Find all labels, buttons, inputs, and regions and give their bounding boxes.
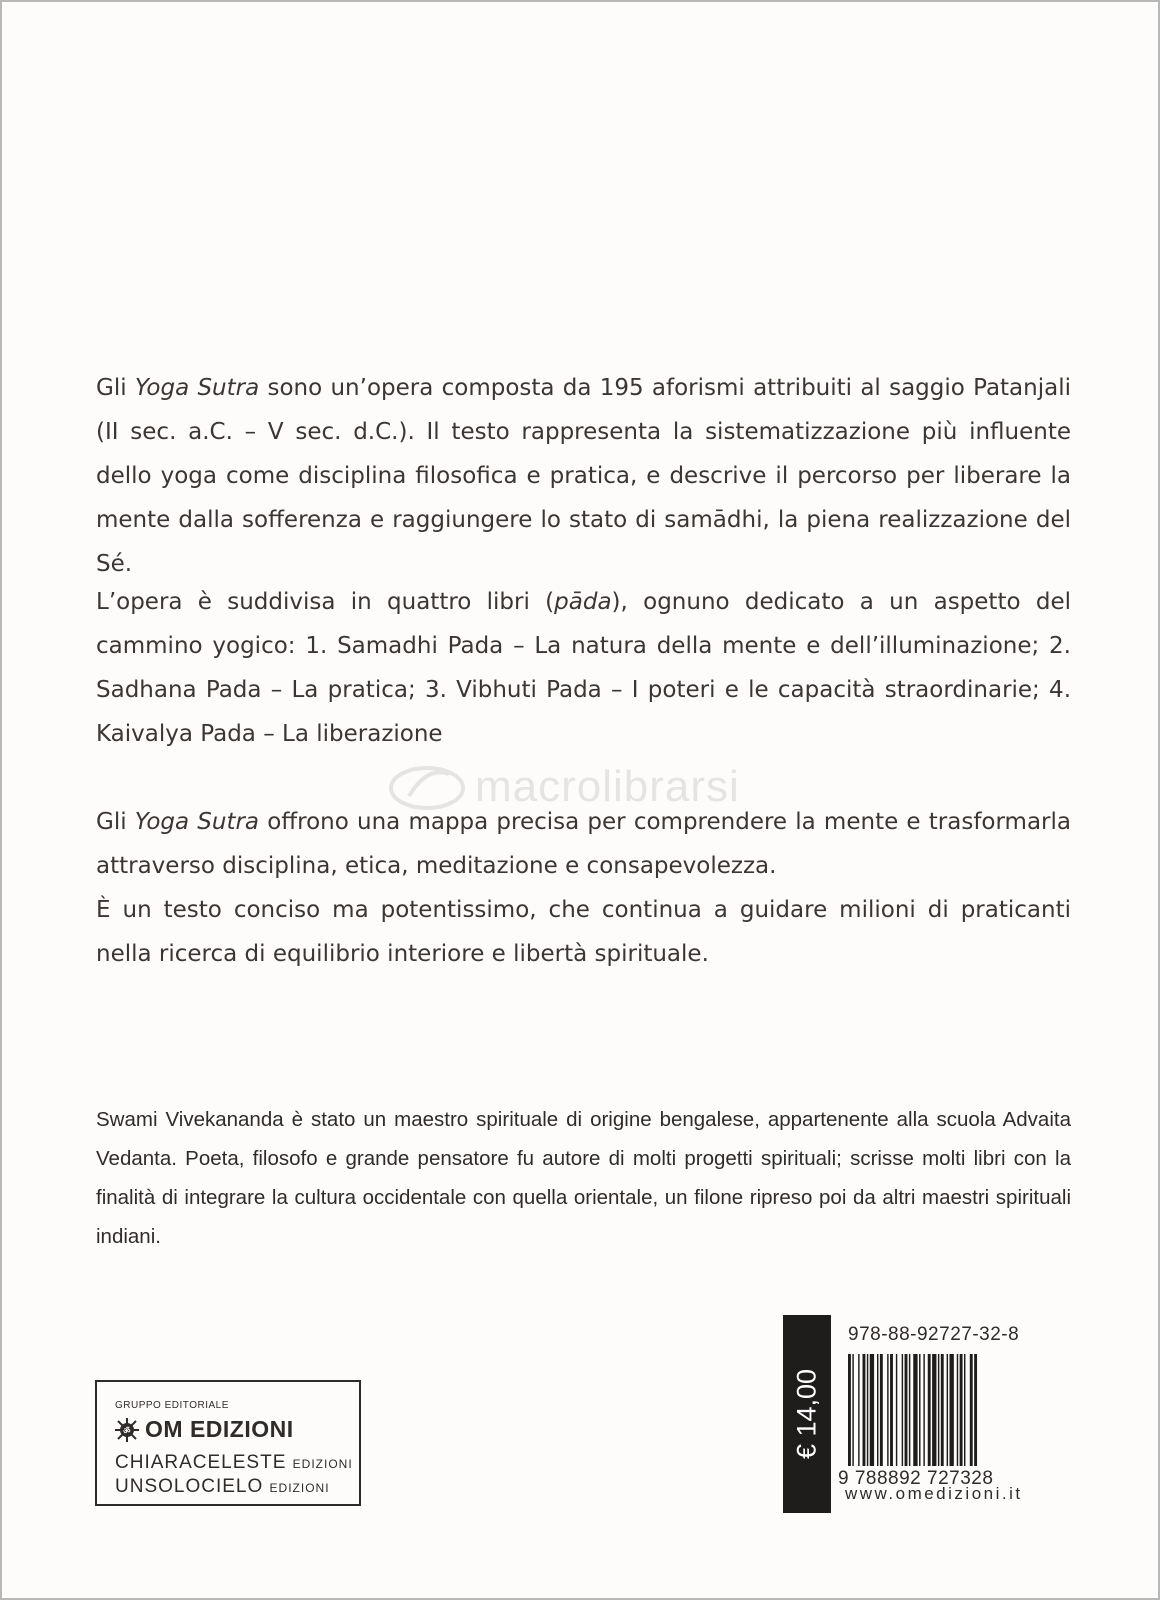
barcode-bar [950, 1354, 954, 1466]
barcode-bar [909, 1354, 910, 1466]
barcode-bar [957, 1354, 958, 1466]
publisher-name [115, 1416, 294, 1443]
publisher-group-label: GRUPPO EDITORIALE [115, 1400, 229, 1411]
text-run: sono un’opera composta da 195 aforismi attribuiti al saggio Patanjali (II sec. a.C. – V sec. d.C.). Il testo rappresenta la sistematizzazione più influente dello yoga come disciplina filosofica e pratica, e descrive il percorso per liberare la mente dalla sofferenza e raggiungere lo stato di samādhi, la piena realizzazione del Sé. [96, 375, 1071, 577]
price-strip [783, 1315, 831, 1513]
description-paragraph-3 [96, 800, 1071, 976]
barcode-bar [863, 1354, 866, 1466]
price-label: € 14,00 [791, 1368, 822, 1460]
barcode-bar [848, 1354, 851, 1466]
publisher-main-text: OM EDIZIONI [145, 1416, 294, 1442]
text-run: L’opera è suddivisa in quattro libri ( [96, 589, 555, 615]
barcode-bar [928, 1354, 931, 1466]
imprint-name: CHIARACELESTE [115, 1452, 287, 1473]
barcode-digits: 9 788892 727328 [838, 1468, 994, 1489]
text-run: ), ognuno dedicato a un aspetto del cammino yogico: 1. Samadhi Pada – La natura della mente e dell’illuminazione; 2. Sadhana Pada – La pratica; 3. Vibhuti Pada – I poteri e le capacità straordinarie; 4. Kaivalya Pada – La liberazione [96, 589, 1071, 747]
text-run: Gli [96, 375, 135, 401]
publisher-website: www.omedizioni.it [845, 1484, 1023, 1503]
barcode-bar [932, 1354, 936, 1466]
barcode-bar [867, 1354, 868, 1466]
barcode-bar [913, 1354, 917, 1466]
barcode-bar [858, 1354, 859, 1466]
barcode-bar [896, 1354, 897, 1466]
barcode-bar [902, 1354, 903, 1466]
imprint-chiaraceleste [115, 1452, 353, 1474]
barcode-bar [919, 1354, 920, 1466]
watermark [387, 762, 740, 812]
om-sun-icon [115, 1418, 139, 1442]
text-run: Gli [96, 809, 135, 835]
imprint-name: UNSOLOCIELO [115, 1476, 264, 1497]
barcode-bar [890, 1354, 893, 1466]
imprint-suffix: EDIZIONI [292, 1457, 353, 1471]
italic-title: Yoga Sutra [134, 809, 260, 835]
barcode-bar [880, 1354, 883, 1466]
barcode [848, 1354, 1060, 1466]
italic-title: Yoga Sutra [134, 375, 260, 401]
barcode-bar [947, 1354, 948, 1466]
barcode-bar [970, 1354, 973, 1466]
barcode-bar [870, 1354, 874, 1466]
author-bio: Swami Vivekananda è stato un maestro spirituale di origine bengalese, appartenente alla scuola Advaita Vedanta. Poeta, filosofo e grande pensatore fu autore di molti progetti spirituali; scrisse molti libri con la finalità di integrare la cultura occidentale con quella orientale, un filone ripreso poi da altri maestri spirituali indiani. [96, 1108, 1071, 1248]
watermark-leaf-icon [387, 762, 467, 812]
barcode-bar [887, 1354, 888, 1466]
barcode-bar [877, 1354, 878, 1466]
barcode-bar [974, 1354, 977, 1466]
barcode-bar [938, 1354, 939, 1466]
barcode-bar [852, 1354, 853, 1466]
barcode-bar [960, 1354, 963, 1466]
text-run: offrono una mappa precisa per comprendere la mente e trasformarla attraverso disciplina, etica, meditazione e consapevolezza. [96, 809, 1071, 879]
barcode-bar [941, 1354, 944, 1466]
watermark-text: macrolibrarsi [475, 762, 740, 811]
isbn-label: 978-88-92727-32-8 [848, 1324, 1020, 1345]
paragraph-line: È un testo conciso ma potentissimo, che continua a guidare milioni di praticanti nella ricerca di equilibrio interiore e libertà spirituale. [96, 897, 1071, 967]
paragraph-line [96, 800, 1071, 888]
barcode-bar [905, 1354, 908, 1466]
publisher-logo [95, 1380, 361, 1506]
imprint-unsolocielo [115, 1476, 330, 1498]
svg-text:ॐ: ॐ [123, 1426, 131, 1435]
italic-term: pāda [554, 589, 612, 615]
barcode-bar [923, 1354, 924, 1466]
imprint-suffix: EDIZIONI [269, 1481, 330, 1495]
description-paragraph-2 [96, 580, 1071, 756]
barcode-bar [964, 1354, 965, 1466]
description-paragraph-1 [96, 366, 1071, 586]
